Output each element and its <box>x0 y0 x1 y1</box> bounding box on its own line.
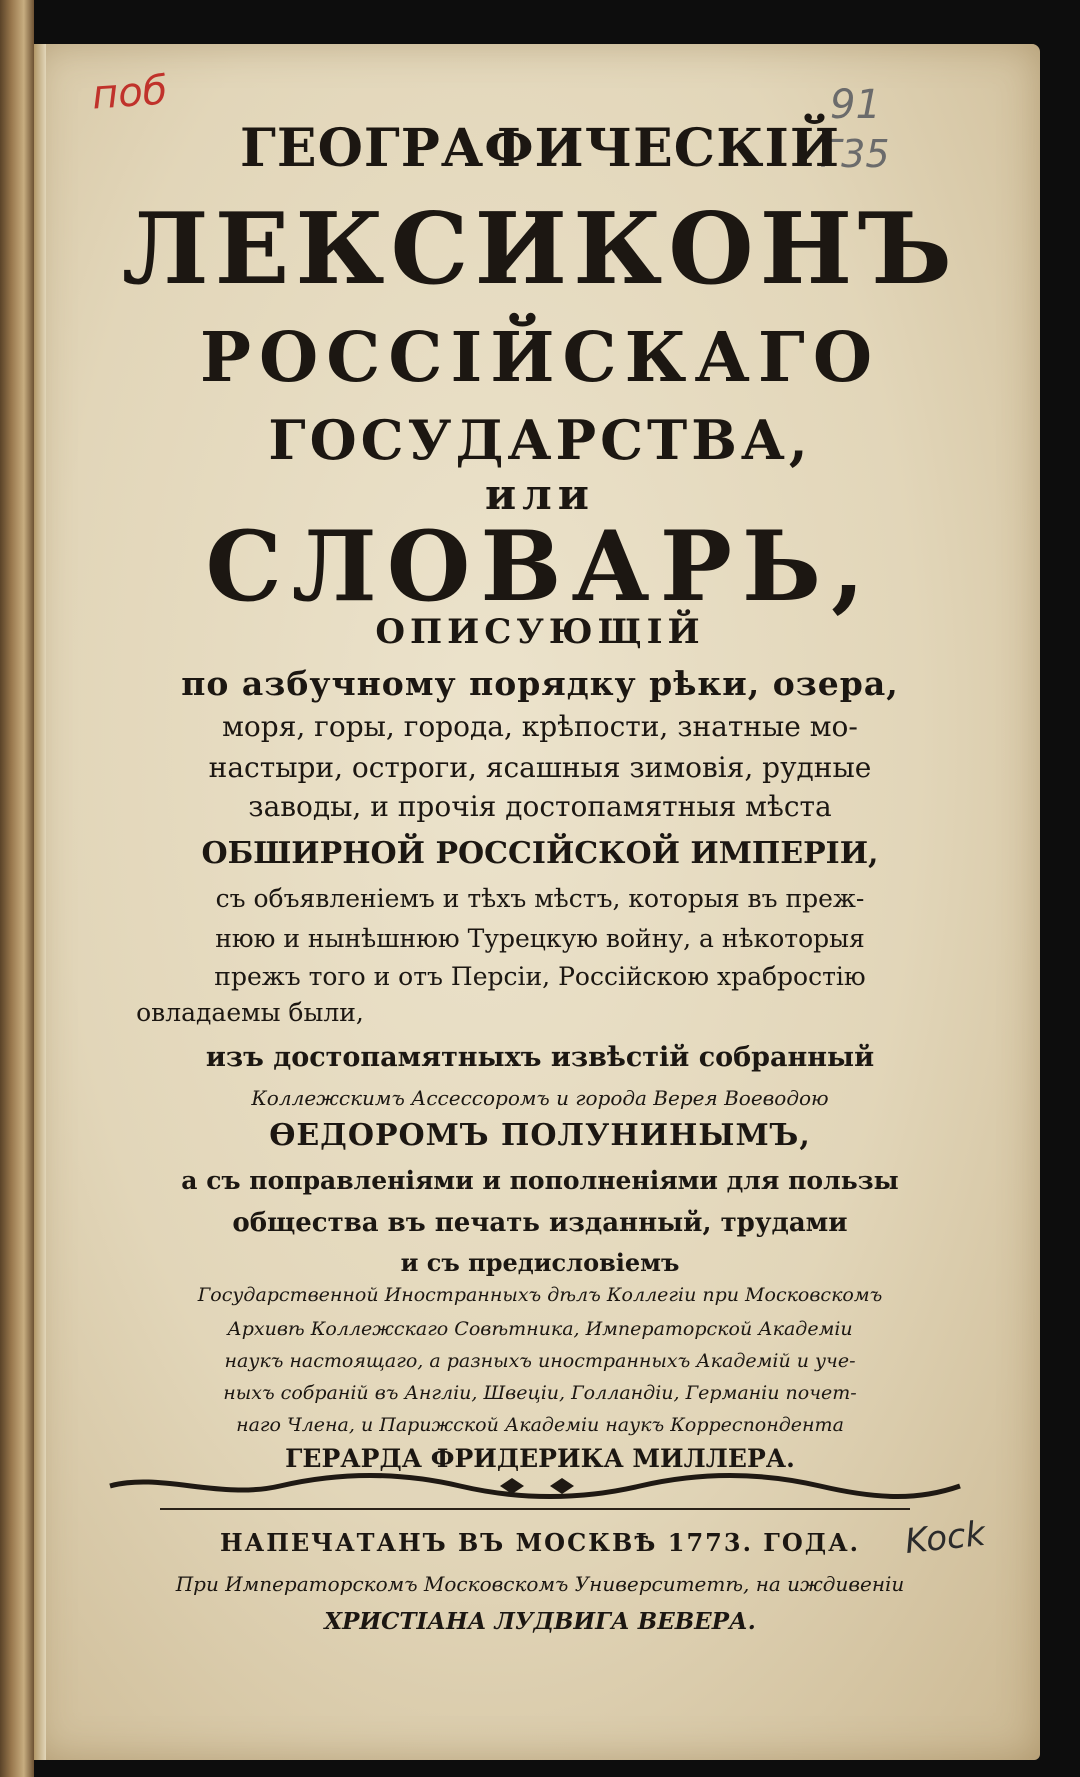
desc-line-9: прежъ того и отъ Персіи, Россійскою храбростію <box>214 962 866 991</box>
compiler-name: ѲЕДОРОМЪ ПОЛУНИНЫМЪ, <box>269 1118 811 1153</box>
divider-line <box>160 1508 910 1510</box>
editor-line-1: Государственной Иностранныхъ дѣлъ Коллегіи при Московскомъ <box>197 1284 883 1306</box>
compiler-line-2: Коллежскимъ Ассессоромъ и города Верея Воеводою <box>251 1086 829 1110</box>
handwritten-signature: Kock <box>903 1513 988 1563</box>
desc-line-1: ОПИСУЮЩІЙ <box>375 612 705 652</box>
ornament-rule <box>100 1472 970 1500</box>
compiler-line-4: а съ поправленіями и пополненіями для пользы <box>181 1166 899 1195</box>
desc-line-10: овладаемы были, <box>136 998 364 1027</box>
title-line-5: или <box>485 470 595 519</box>
compiler-line-5: общества въ печать изданный, трудами <box>232 1208 848 1238</box>
imprint-line-1: НАПЕЧАТАНЪ ВЪ МОСКВѢ 1773. ГОДА. <box>219 1528 861 1557</box>
title-line-2: ЛЕКСИКОНЪ <box>122 192 958 307</box>
desc-line-3: моря, горы, города, крѣпости, знатные мо- <box>222 710 858 743</box>
title-line-1: ГЕОГРАФИЧЕСКІЙ <box>240 118 840 179</box>
editor-line-2: Архивѣ Коллежскаго Совѣтника, Императорской Академіи <box>227 1318 853 1340</box>
title-line-3: РОССІЙСКАГО <box>199 318 881 398</box>
editor-line-4: ныхъ собраній въ Англіи, Швеціи, Голландіи, Германіи почет- <box>223 1382 857 1404</box>
desc-line-7: съ объявленіемъ и тѣхъ мѣстъ, которыя въ преж- <box>215 884 865 913</box>
desc-line-6: ОБШИРНОЙ РОССІЙСКОЙ ИМПЕРІИ, <box>201 836 879 871</box>
editor-line-3: наукъ настоящаго, а разныхъ иностранныхъ Академій и уче- <box>224 1350 856 1372</box>
shelf-number: 91 <box>830 82 881 128</box>
title-line-6: СЛОВАРЬ, <box>205 510 875 623</box>
title-line-4: ГОСУДАРСТВА, <box>268 408 812 472</box>
desc-line-4: настыри, остроги, ясашныя зимовія, рудные <box>208 751 872 784</box>
shelf-mark-red: поб <box>90 67 169 119</box>
compiler-line-6: и съ предисловіемъ <box>400 1248 680 1277</box>
imprint-line-3: ХРИСТІАНА ЛУДВИГА ВЕВЕРА. <box>324 1608 756 1635</box>
shelf-code: Г35 <box>820 132 890 176</box>
editor-name: ГЕРАРДА ФРИДЕРИКА МИЛЛЕРА. <box>285 1444 795 1473</box>
desc-line-2: по азбучному порядку рѣки, озера, <box>181 664 899 703</box>
imprint-line-2: При Императорскомъ Московскомъ Университетѣ, на иждивеніи <box>175 1572 905 1596</box>
compiler-line-1: изъ достопамятныхъ извѣстій собранный <box>205 1042 875 1073</box>
desc-line-5: заводы, и прочія достопамятныя мѣста <box>248 790 832 823</box>
editor-line-5: наго Члена, и Парижской Академіи наукъ Корреспондента <box>236 1414 844 1436</box>
desc-line-8: нюю и нынѣшнюю Турецкую войну, а нѣкоторыя <box>215 924 865 953</box>
